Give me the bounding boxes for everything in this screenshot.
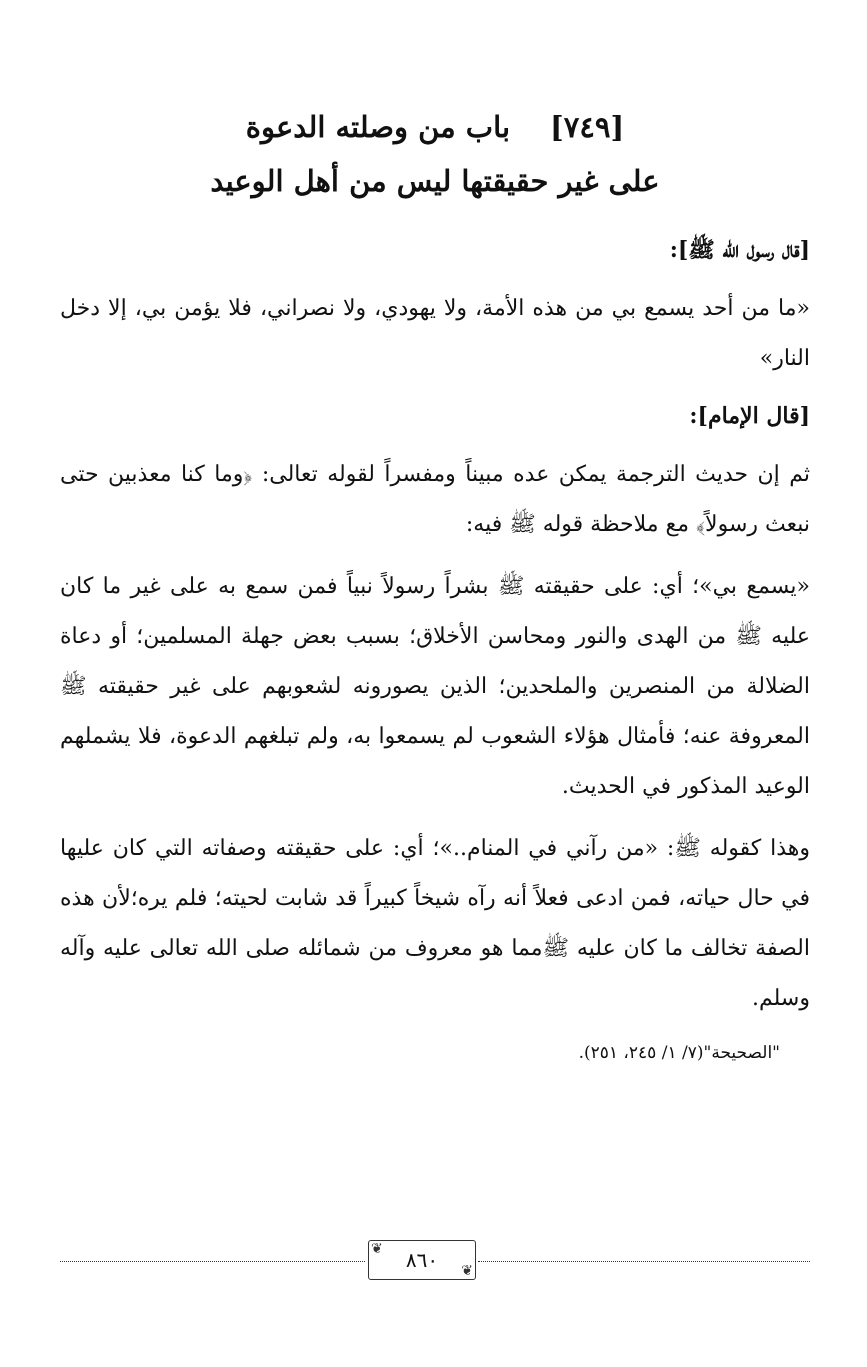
commentary-paragraph-1: [60, 450, 810, 550]
chapter-number: [٧٤٩]: [550, 110, 625, 144]
ornament-icon: ❦: [461, 1263, 473, 1279]
page-number-frame: [368, 1240, 476, 1280]
commentary-paragraph-3: [60, 824, 810, 1024]
ornament-icon: ❦: [371, 1241, 383, 1257]
chapter-title-line1: [60, 100, 810, 154]
paragraph: «يسمع بي»؛ أي: على حقيقته ﷺ بشراً رسولاً نبياً فمن سمع به على غير ما كان عليه ﷺ من الهدى والنور ومحاسن الأخلاق؛ بسبب بعض جهلة المسلمين؛ أو دعاة الضلالة من المنصرين والملحدين؛ الذين يصورونه لشعوبهم على غير حقيقته ﷺ المعروفة عنه؛ فأمثال هؤلاء الشعوب لم يسمعوا به، ولم تبلغهم الدعوة، فلا يشملهم الوعيد المذكور في الحديث.: [60, 574, 810, 799]
page-number: ٨٦٠: [405, 1248, 439, 1272]
paragraph: ثم إن حديث الترجمة يمكن عده مبيناً ومفسراً لقوله تعالى: ﴿وما كنا معذبين حتى نبعث رسولاً﴾ مع ملاحظة قوله ﷺ فيه:: [60, 462, 810, 537]
paragraph: وهذا كقوله ﷺ: «من رآني في المنام..»؛ أي: على حقيقته وصفاته التي كان عليها في حال حياته، فمن ادعى فعلاً أنه رآه شيخاً كبيراً قد شابت لحيته؛ فلم يره؛لأن هذه الصفة تخالف ما كان عليه ﷺمما هو معروف من شمائله صلى الله تعالى عليه وآله وسلم.: [60, 836, 810, 1011]
chapter-title-line2: على غير حقيقتها ليس من أهل الوعيد: [210, 164, 660, 198]
commentary-paragraph-2: [60, 562, 810, 812]
footer-divider-left: [60, 1261, 365, 1262]
hadith-text: [60, 284, 810, 384]
page-content: [60, 100, 810, 1070]
footer-divider-right: [478, 1261, 810, 1262]
section-heading-prophet: [قال رسول الله ﷺ]:: [669, 237, 810, 263]
source-reference: "الصحيحة"(٧/ ١/ ٢٤٥، ٢٥١).: [578, 1043, 780, 1063]
chapter-title-text1: باب من وصلته الدعوة: [245, 110, 511, 144]
section-heading-imam: [قال الإمام]:: [689, 403, 810, 429]
chapter-title: [60, 100, 810, 208]
paragraph: «ما من أحد يسمع بي من هذه الأمة، ولا يهودي، ولا نصراني، فلا يؤمن بي، إلا دخل النار»: [60, 296, 810, 371]
